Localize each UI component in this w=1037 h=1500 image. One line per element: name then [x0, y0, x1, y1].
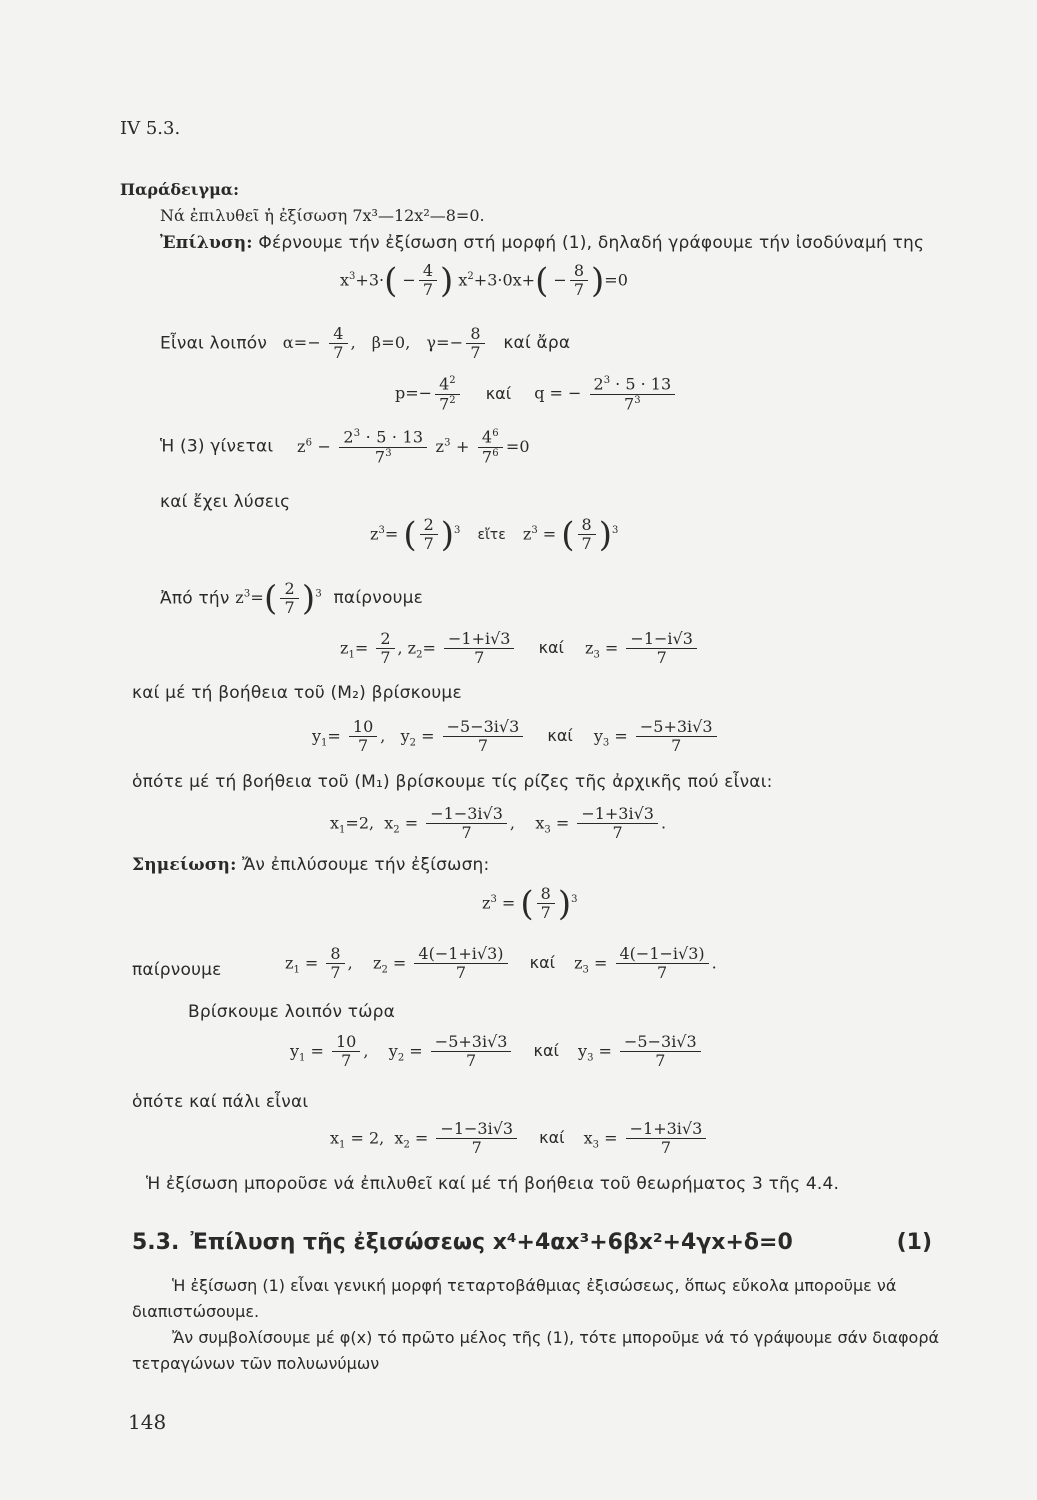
from-label: Ἀπό τήν [160, 588, 230, 609]
z-roots-second: $z_1$ = $\frac{8}{7}$ , $z_2$ = $\frac{4(-1+i√3)}{7}$ καί $z_3$ = $\frac{4(-1-i√3)}{7}$ . [285, 944, 717, 983]
y-roots-second: $y_1$ = $\frac{10}{7}$ , $y_2$ = $\frac{-5+3i√3}{7}$ καί $y_3$ = $\frac{-5-3i√3}{7}$ [290, 1033, 704, 1071]
y-roots: $y_1=$ $\frac{10}{7}$ , $y_2$ = $\frac{-5-3i√3}{7}$ καί $y_3$ = $\frac{-5+3i√3}{7}$ [312, 718, 720, 756]
section-reference: IV 5.3. [120, 118, 181, 139]
pq-definitions: p=− $\frac{4^2}{7^2}$ καί q = − $\frac{2^3 \cdot 5 \cdot 13}{7^3}$ [395, 375, 678, 413]
from-line: Ἀπό τήν $z^3=$( $\frac{2}{7}$ )$^3$ παίρνουμε [160, 578, 424, 619]
again-line: ὁπότε καί πάλι εἶναι [132, 1092, 309, 1112]
with-m1: ὁπότε μέ τή βοήθεια τοῦ (M₁) βρίσκουμε τίς ρίζες τῆς ἀρχικῆς πού εἶναι: [132, 772, 773, 792]
note-text: Ἄν ἐπιλύσουμε τήν ἐξίσωση: [242, 855, 490, 875]
note-line [132, 855, 489, 875]
page-number: 148 [128, 1410, 167, 1434]
section-number: 5.3. [132, 1230, 180, 1255]
section-heading [132, 1230, 932, 1255]
z-roots: $z_1=$ $\frac{2}{7}$ , $z_2=$ $\frac{-1+i√3}{7}$ καί $z_3$ = $\frac{-1-i√3}{7}$ [340, 630, 700, 668]
section-title: Ἐπίλυση τῆς ἐξισώσεως x⁴+4αx³+6βx²+4γx+δ=0 [190, 1230, 793, 1255]
example-label: Παράδειγμα: [120, 180, 240, 199]
with-m2: καί μέ τή βοήθεια τοῦ (M₂) βρίσκουμε [132, 683, 462, 703]
solution-text: Φέρνουμε τήν ἐξίσωση στή μορφή (1), δηλαδή γράφουμε τήν ἰσοδύναμή της [258, 233, 925, 253]
note-label: Σημείωση: [132, 855, 237, 875]
solution-line [160, 233, 924, 253]
solutions-intro: καί ἔχει λύσεις [160, 492, 291, 512]
section-paragraph-1: Ἡ ἐξίσωση (1) εἶναι γενική μορφή τεταρτοβάθμιας ἐξισώσεως, ὅπως εὔκολα μποροῦμε νά διαπιστώσουμε. [132, 1276, 897, 1321]
section-eq-ref: (1) [896, 1230, 932, 1255]
example-statement: Νά ἐπιλυθεῖ ἡ ἐξίσωση 7x³—12x²—8=0. [160, 206, 485, 225]
params-line: Εἶναι λοιπόν α=− $\frac{4}{7}$ , β=0, γ=− $\frac{8}{7}$ καί ἄρα [160, 324, 571, 363]
closing-remark: Ἡ ἐξίσωση μποροῦσε νά ἐπιλυθεῖ καί μέ τή βοήθεια τοῦ θεωρήματος 3 τῆς 4.4. [146, 1174, 840, 1194]
section-paragraph-2: Ἄν συμβολίσουμε μέ φ(x) τό πρῶτο μέλος τῆς (1), τότε μποροῦμε νά τό γράψουμε σάν διαφορά τετραγώνων τῶν πολυωνύμων [132, 1328, 940, 1373]
equivalent-equation: $x^3+3\cdot$( − $\frac{4}{7}$ ) $x^2+3\cdot 0x+$( − $\frac{8}{7}$ )=0 [340, 260, 628, 301]
x-roots: $x_1=2$, $x_2$ = $\frac{-1-3i√3}{7}$ , $x_3$ = $\frac{-1+3i√3}{7}$ . [330, 804, 667, 843]
params-tail: καί ἄρα [503, 333, 571, 354]
params-intro: Εἶναι λοιπόν [160, 333, 268, 354]
h3-label: Ἡ (3) γίνεται [160, 436, 274, 457]
x-roots-second: $x_1 = 2$, $x_2$ = $\frac{-1-3i√3}{7}$ καί $x_3$ = $\frac{-1+3i√3}{7}$ [330, 1120, 709, 1158]
take-label: παίρνουμε [132, 960, 222, 980]
h3-line: Ἡ (3) γίνεται $z^6$ − $\frac{2^3 \cdot 5 \cdot 13}{7^3}$ $z^3$ + $\frac{4^6}{7^6}$ =0 [160, 427, 530, 467]
note-equation: $z^3$ = ( $\frac{8}{7}$ )$^3$ [482, 883, 578, 924]
find-now: Βρίσκουμε λοιπόν τώρα [188, 1002, 396, 1022]
from-tail: παίρνουμε [333, 588, 424, 609]
solution-label: Ἐπίλυση: [160, 233, 253, 253]
z3-solutions: $z^3=$ ( $\frac{2}{7}$ )$^3$ εἴτε $z^3$ = ( $\frac{8}{7}$ )$^3$ [370, 514, 619, 555]
